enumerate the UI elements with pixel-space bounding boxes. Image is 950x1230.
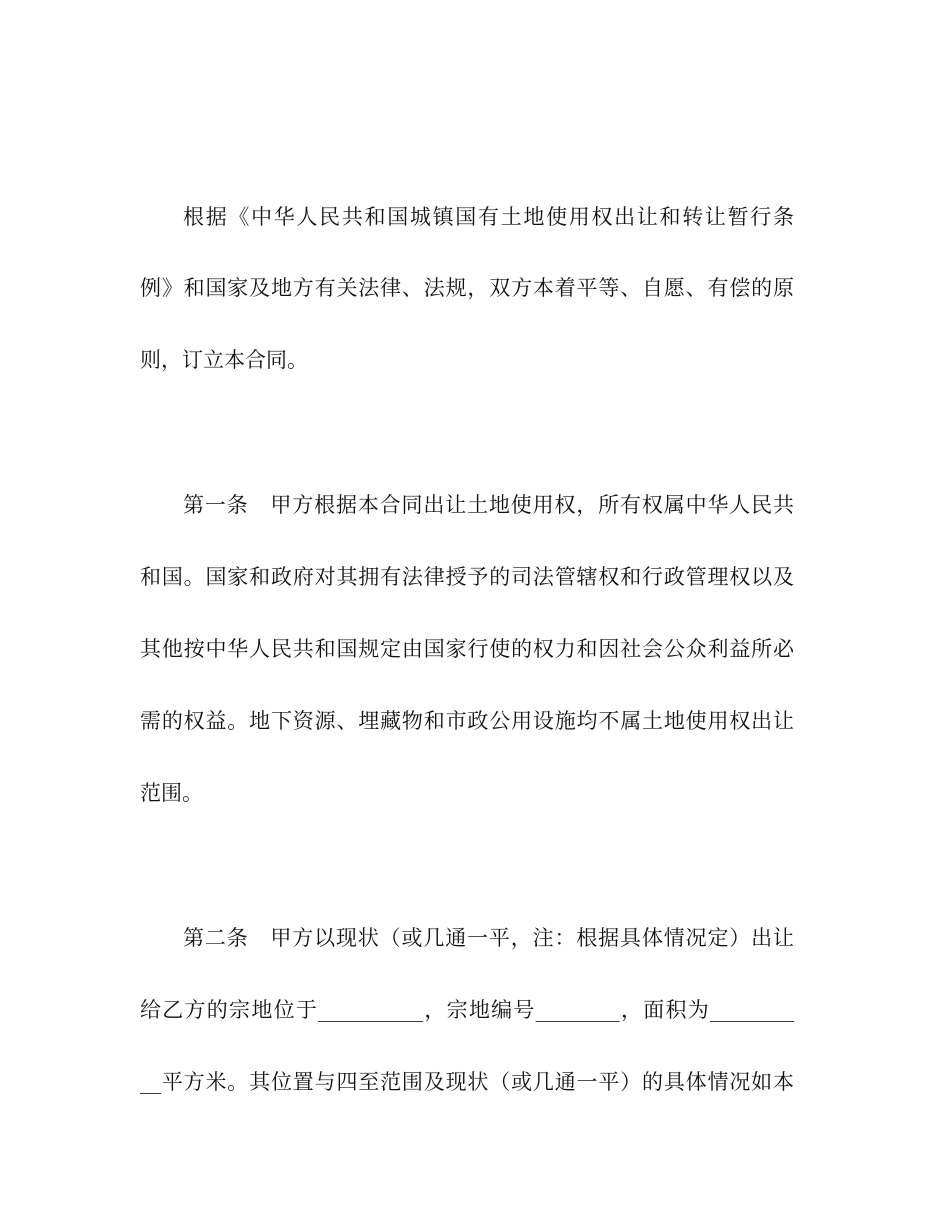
article2-line-1: 第二条 甲方以现状（或几通一平，注：根据具体情况定）出让	[183, 926, 794, 950]
preamble-line-1: 根据《中华人民共和国城镇国有土地使用权出让和转让暂行条	[183, 205, 794, 229]
article1-line-5: 范围。	[140, 781, 203, 805]
article1-line-3: 其他按中华人民共和国规定由国家行使的权力和因社会公众利益所必	[140, 637, 794, 661]
article2-line-3: __平方米。其位置与四至范围及现状（或几通一平）的具体情况如本	[140, 1070, 794, 1094]
preamble-line-3: 则，订立本合同。	[140, 348, 308, 372]
article1-line-2: 和国。国家和政府对其拥有法律授予的司法管辖权和行政管理权以及	[140, 565, 794, 589]
article1-line-4: 需的权益。地下资源、埋藏物和市政公用设施均不属土地使用权出让	[140, 709, 794, 733]
preamble-line-2: 例》和国家及地方有关法律、法规，双方本着平等、自愿、有偿的原	[140, 276, 794, 300]
article2-line-2: 给乙方的宗地位于__________，宗地编号________，面积为________	[140, 998, 794, 1022]
article1-line-1: 第一条 甲方根据本合同出让土地使用权，所有权属中华人民共	[183, 493, 794, 517]
